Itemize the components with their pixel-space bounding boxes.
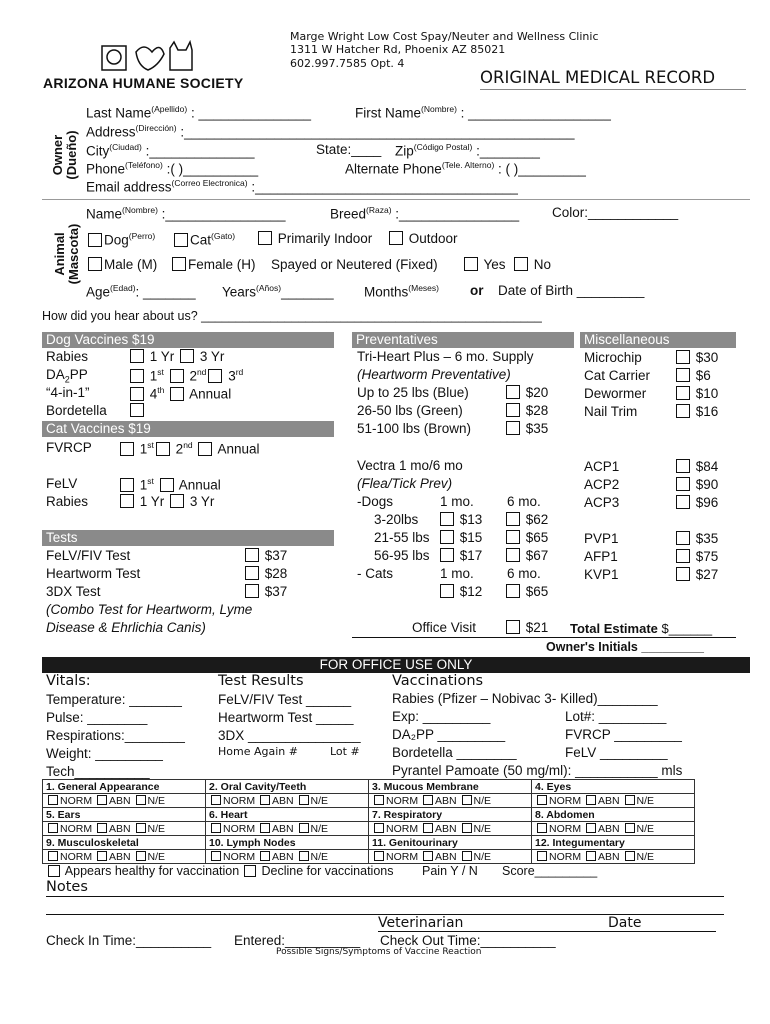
email-field[interactable]: Email address$^{(Correo Electronica)}$ :___________________________________: [86, 178, 518, 195]
vectra-label: Vectra 1 mo/6 mo: [357, 458, 463, 473]
range-3-label: 56-95 lbs: [374, 548, 430, 563]
microchip-checkbox: $30: [674, 349, 718, 367]
exam-options[interactable]: [43, 794, 206, 808]
acp3-label: ACP3: [584, 495, 620, 510]
alt-phone-field[interactable]: Alternate Phone$^{(Tele. Alterno)}$ : ( )_________: [345, 160, 586, 177]
felv-fiv-result-field: FeLV/FIV Test ______: [218, 692, 352, 707]
or-label: or: [470, 283, 484, 298]
microchip-label: Microchip: [584, 350, 642, 365]
phone-field[interactable]: Phone$^{(Teléfono)}$ :( )__________: [86, 160, 259, 177]
exam-options-row: [43, 822, 695, 836]
exam-abn-label: ABN: [598, 822, 620, 835]
indoor-checkbox[interactable]: Primarily Indoor: [256, 231, 372, 246]
color-field[interactable]: Color:____________: [552, 205, 679, 220]
exam-options[interactable]: [532, 794, 695, 808]
exam-options-row: [43, 794, 695, 808]
exam-abn-checkbox[interactable]: [423, 851, 433, 861]
exam-abn-checkbox[interactable]: [97, 795, 107, 805]
dogs-label: -Dogs: [357, 494, 394, 509]
last-name-field[interactable]: Last Name$^{(Apellido)}$ : _______________: [86, 104, 312, 121]
weight-field: Weight: _________: [46, 746, 163, 761]
exam-options[interactable]: [369, 794, 532, 808]
years-field[interactable]: Years$^{(Años)}$_______: [222, 283, 334, 300]
date-label: Date: [608, 915, 642, 931]
exam-ne-checkbox[interactable]: [462, 823, 472, 833]
temperature-field: Temperature: _______: [46, 692, 182, 707]
zip-field[interactable]: Zip$^{(Código Postal)}$ :________: [395, 142, 540, 159]
form-title: ORIGINAL MEDICAL RECORD: [480, 68, 716, 87]
blue-label: Up to 25 lbs (Blue): [357, 385, 469, 400]
months-label: Months$^{(Meses)}$: [364, 283, 439, 300]
total-estimate-field[interactable]: Total Estimate $______: [570, 621, 713, 636]
felv-options[interactable]: 1st Annual: [118, 476, 221, 493]
dapp-vacc-field[interactable]: DA₂PP _________: [392, 727, 506, 742]
kvp1-checkbox: $27: [674, 566, 718, 584]
exam-respiratory: 7. Respiratory: [369, 808, 532, 822]
dapp-label: $DA_2PP$: [46, 367, 88, 385]
vitals-title: Vitals:: [46, 673, 91, 689]
veterinarian-line[interactable]: [378, 931, 716, 932]
exam-options-row: [43, 850, 695, 864]
logo-text: ARIZONA HUMANE SOCIETY: [43, 75, 244, 91]
exam-norm-label: NORM: [386, 794, 419, 807]
decline-checkbox[interactable]: Decline for vaccinations: [242, 864, 394, 878]
veterinarian-label: Veterinarian: [378, 915, 464, 931]
acp1-label: ACP1: [584, 459, 620, 474]
clinic-name: Marge Wright Low Cost Spay/Neuter and Wellness Clinic: [290, 30, 599, 43]
pvp1-checkbox: $35: [674, 530, 718, 548]
tests-header: Tests: [42, 530, 334, 546]
rabies-vacc-field[interactable]: Rabies (Pfizer – Nobivac 3- Killed)________: [392, 691, 658, 706]
exam-abn-checkbox[interactable]: [260, 795, 270, 805]
check-out-field[interactable]: Check Out Time:__________: [380, 933, 556, 948]
heard-about-field[interactable]: How did you hear about us? _________________________________________________: [42, 309, 542, 323]
four-in-one-options[interactable]: 4th Annual: [128, 385, 231, 402]
preventatives-header: Preventatives: [352, 332, 574, 348]
score-field[interactable]: Score_________: [502, 864, 598, 878]
felv-fiv-test-checkbox[interactable]: $37: [243, 548, 287, 563]
range-1-6mo-checkbox[interactable]: $62: [504, 512, 548, 527]
four-in-one-label: “4-in-1”: [46, 385, 90, 400]
exam-ne-label: N/E: [473, 850, 492, 863]
exam-abn-label: ABN: [109, 794, 131, 807]
range-1-1mo-checkbox[interactable]: $13: [438, 512, 482, 527]
cat-checkbox[interactable]: Cat$^{(Gato)}$: [172, 231, 235, 248]
vaccinations-title: Vaccinations: [392, 673, 484, 689]
home-again-field[interactable]: Home Again #: [218, 745, 298, 758]
address-field[interactable]: Address$^{(Dirección)}$ :____________________________________________________: [86, 123, 575, 140]
exam-norm-label: NORM: [386, 850, 419, 863]
dapp-options[interactable]: 1st 2nd 3rd: [128, 367, 243, 384]
exam-ne-label: N/E: [147, 822, 166, 835]
dogs-mo6-label: 6 mo.: [507, 494, 541, 509]
exam-ne-checkbox[interactable]: [462, 795, 472, 805]
exam-options[interactable]: [206, 794, 369, 808]
cat-rabies-options[interactable]: 1 Yr 3 Yr: [118, 494, 214, 509]
dewormer-label: Dewormer: [584, 386, 647, 401]
exam-ne-checkbox[interactable]: [299, 795, 309, 805]
age-field[interactable]: Age$^{(Edad)}$: _______: [86, 283, 196, 300]
range-2-1mo-checkbox[interactable]: $15: [438, 530, 482, 545]
first-name-field[interactable]: First Name$^{(Nombre)}$ : ___________________: [355, 104, 611, 121]
exam-abn-checkbox[interactable]: [260, 823, 270, 833]
spayed-no-checkbox[interactable]: No: [512, 257, 551, 272]
dogs-mo1-label: 1 mo.: [440, 494, 474, 509]
female-checkbox[interactable]: Female (H): [170, 257, 256, 272]
pvp-labels: [584, 530, 619, 584]
range-3-6mo-checkbox[interactable]: $67: [504, 548, 548, 563]
check-in-field[interactable]: Check In Time:__________: [46, 933, 212, 948]
exam-norm-label: NORM: [223, 850, 256, 863]
exam-oral-cavity: 2. Oral Cavity/Teeth: [206, 780, 369, 794]
exam-abn-label: ABN: [109, 822, 131, 835]
outdoor-checkbox[interactable]: Outdoor: [387, 231, 458, 246]
nail-trim-checkbox: $16: [674, 403, 718, 421]
cat-vaccines-header: Cat Vaccines $19: [42, 421, 334, 437]
exam-options[interactable]: [43, 822, 206, 836]
exam-abn-label: ABN: [598, 794, 620, 807]
felv-vacc-field[interactable]: FeLV _________: [565, 745, 668, 760]
acp3-checkbox: $96: [674, 494, 718, 512]
pvp1-label: PVP1: [584, 531, 619, 546]
cat-rabies-label: Rabies: [46, 494, 89, 509]
exam-norm-checkbox[interactable]: [211, 851, 221, 861]
pvp-checkboxes[interactable]: [674, 530, 718, 584]
male-checkbox[interactable]: Male (M): [86, 257, 157, 272]
exam-options[interactable]: [532, 850, 695, 864]
exam-row: [43, 780, 695, 794]
exam-heart: 6. Heart: [206, 808, 369, 822]
exam-options[interactable]: [206, 822, 369, 836]
triheart-note: (Heartworm Preventative): [357, 367, 511, 382]
exam-options[interactable]: [369, 822, 532, 836]
nail-trim-label: Nail Trim: [584, 404, 638, 419]
office-visit-label: Office Visit: [412, 620, 477, 635]
bordetella-checkbox[interactable]: [128, 403, 146, 418]
lot-number-field[interactable]: Lot#: _________: [565, 709, 667, 724]
exam-abn-checkbox[interactable]: [260, 851, 270, 861]
exam-abn-checkbox[interactable]: [97, 823, 107, 833]
clinic-address: 1311 W Hatcher Rd, Phoenix AZ 85021: [290, 43, 506, 56]
notes-line-1[interactable]: [46, 896, 724, 897]
exam-genitourinary: 11. Genitourinary: [369, 836, 532, 850]
cats-mo6-label: 6 mo.: [507, 566, 541, 581]
exam-norm-checkbox[interactable]: [537, 851, 547, 861]
vectra-note: (Flea/Tick Prev): [357, 476, 453, 491]
blue-checkbox[interactable]: $20: [504, 385, 548, 400]
exam-ne-label: N/E: [147, 850, 166, 863]
acp1-checkbox: $84: [674, 458, 718, 476]
exam-norm-checkbox[interactable]: [374, 795, 384, 805]
cats-label: - Cats: [357, 566, 394, 581]
bordetella-vacc-field[interactable]: Bordetella ________: [392, 745, 517, 760]
exam-abn-label: ABN: [435, 850, 457, 863]
dob-field[interactable]: Date of Birth _________: [498, 283, 645, 298]
afp1-label: AFP1: [584, 549, 618, 564]
exam-options[interactable]: [206, 850, 369, 864]
exam-norm-checkbox[interactable]: [537, 823, 547, 833]
test-results-title: Test Results: [218, 673, 304, 689]
triheart-label: Tri-Heart Plus – 6 mo. Supply: [357, 349, 534, 364]
exam-ne-label: N/E: [473, 822, 492, 835]
spayed-yes-checkbox[interactable]: Yes: [462, 257, 506, 272]
exam-norm-label: NORM: [549, 794, 582, 807]
combo-note-2: Disease & Ehrlichia Canis): [46, 620, 206, 635]
green-label: 26-50 lbs (Green): [357, 403, 463, 418]
office-use-header: FOR OFFICE USE ONLY: [42, 657, 750, 673]
exam-norm-label: NORM: [223, 822, 256, 835]
acp2-label: ACP2: [584, 477, 620, 492]
misc-labels: [584, 349, 650, 421]
3dx-test-checkbox[interactable]: $37: [243, 584, 287, 599]
exam-general-appearance: 1. General Appearance: [43, 780, 206, 794]
kvp1-label: KVP1: [584, 567, 619, 582]
range-1-label: 3-20lbs: [374, 512, 419, 527]
exam-abn-label: ABN: [435, 822, 457, 835]
exam-norm-label: NORM: [223, 794, 256, 807]
notes-label: Notes: [46, 879, 88, 895]
animal-side-label: Animal (Mascota): [52, 223, 81, 285]
exam-ne-label: N/E: [473, 794, 492, 807]
exam-integumentary: 12. Integumentary: [532, 836, 695, 850]
range-3-1mo-checkbox[interactable]: $17: [438, 548, 482, 563]
exam-norm-checkbox[interactable]: [48, 795, 58, 805]
pulse-field: Pulse: ________: [46, 710, 148, 725]
breed-field[interactable]: Breed$^{(Raza)}$ :________________: [330, 205, 520, 222]
exam-ne-checkbox[interactable]: [136, 795, 146, 805]
office-visit-checkbox[interactable]: $21: [504, 620, 548, 635]
fvrcp-options[interactable]: 1st 2nd Annual: [118, 440, 259, 457]
range-2-6mo-checkbox[interactable]: $65: [504, 530, 548, 545]
exam-abn-label: ABN: [272, 822, 294, 835]
vaccine-reaction-note: Possible Signs/Symptoms of Vaccine Reaction: [276, 947, 482, 957]
city-field[interactable]: City$^{(Ciudad)}$ :______________: [86, 142, 255, 159]
brown-label: 51-100 lbs (Brown): [357, 421, 472, 436]
exam-norm-label: NORM: [60, 822, 93, 835]
cats-mo1-label: 1 mo.: [440, 566, 474, 581]
exam-abn-checkbox[interactable]: [97, 851, 107, 861]
exam-norm-checkbox[interactable]: [537, 795, 547, 805]
acp-checkboxes[interactable]: [674, 458, 718, 512]
exam-norm-checkbox[interactable]: [211, 795, 221, 805]
logo-animals-icon: [100, 40, 196, 72]
dewormer-checkbox: $10: [674, 385, 718, 403]
test-results-fields[interactable]: [218, 691, 361, 745]
exam-abn-label: ABN: [435, 794, 457, 807]
fvrcp-vacc-field[interactable]: FVRCP _________: [565, 727, 682, 742]
exam-norm-label: NORM: [386, 822, 419, 835]
entered-field[interactable]: Entered:__________: [234, 933, 361, 948]
green-checkbox[interactable]: $28: [504, 403, 548, 418]
felv-label: FeLV: [46, 476, 78, 491]
heartworm-result-field: Heartworm Test _____: [218, 710, 354, 725]
vitals-fields[interactable]: [46, 691, 185, 781]
heartworm-test-label: Heartworm Test: [46, 566, 141, 581]
animal-name-field[interactable]: Name$^{(Nombre)}$ :________________: [86, 205, 286, 222]
exam-norm-label: NORM: [549, 850, 582, 863]
pain-field[interactable]: Pain Y / N: [422, 864, 478, 878]
exam-ne-label: N/E: [310, 850, 329, 863]
exam-options[interactable]: [43, 850, 206, 864]
exam-abn-checkbox[interactable]: [586, 795, 596, 805]
exam-mucous-membrane: 3. Mucous Membrane: [369, 780, 532, 794]
exam-ears: 5. Ears: [43, 808, 206, 822]
exam-ne-checkbox[interactable]: [136, 851, 146, 861]
exam-musculoskeletal: 9. Musculoskeletal: [43, 836, 206, 850]
owner-initials-field[interactable]: Owner's Initials _________: [546, 640, 704, 654]
bordetella-label: Bordetella: [46, 403, 107, 418]
exam-ne-checkbox[interactable]: [299, 823, 309, 833]
exam-ne-checkbox[interactable]: [625, 823, 635, 833]
exam-ne-checkbox[interactable]: [136, 823, 146, 833]
exam-ne-checkbox[interactable]: [299, 851, 309, 861]
exam-row: [43, 808, 695, 822]
3dx-test-label: 3DX Test: [46, 584, 101, 599]
heartworm-test-checkbox[interactable]: $28: [243, 566, 287, 581]
exam-norm-checkbox[interactable]: [48, 851, 58, 861]
exam-ne-label: N/E: [310, 822, 329, 835]
exam-ne-checkbox[interactable]: [625, 795, 635, 805]
clinic-phone: 602.997.7585 Opt. 4: [290, 57, 405, 70]
exam-ne-label: N/E: [147, 794, 166, 807]
dog-rabies-options[interactable]: 1 Yr 3 Yr: [128, 349, 224, 364]
exam-abn-checkbox[interactable]: [586, 823, 596, 833]
rabies-label: Rabies: [46, 349, 89, 364]
exam-abdomen: 8. Abdomen: [532, 808, 695, 822]
felv-fiv-test-label: FeLV/FIV Test: [46, 548, 131, 563]
misc-header: Miscellaneous: [580, 332, 736, 348]
exam-abn-label: ABN: [272, 850, 294, 863]
exam-abn-label: ABN: [109, 850, 131, 863]
exam-options[interactable]: [369, 850, 532, 864]
exam-norm-checkbox[interactable]: [211, 823, 221, 833]
owner-side-label: Owner (Dueño): [50, 130, 79, 180]
healthy-checkbox[interactable]: Appears healthy for vaccination: [46, 864, 239, 878]
state-field[interactable]: State:____: [316, 142, 382, 157]
exam-norm-checkbox[interactable]: [374, 851, 384, 861]
brown-checkbox[interactable]: $35: [504, 421, 548, 436]
exam-norm-label: NORM: [60, 794, 93, 807]
exam-ne-label: N/E: [636, 850, 655, 863]
acp-labels: [584, 458, 619, 512]
lot-field[interactable]: Lot #: [330, 745, 360, 758]
afp1-checkbox: $75: [674, 548, 718, 566]
range-2-label: 21-55 lbs: [374, 530, 430, 545]
cat-carrier-label: Cat Carrier: [584, 368, 651, 383]
exam-eyes: 4. Eyes: [532, 780, 695, 794]
dog-vaccines-header: Dog Vaccines $19: [42, 332, 334, 348]
respirations-field: Respirations:________: [46, 728, 185, 743]
exam-row: [43, 836, 695, 850]
exp-field[interactable]: Exp: _________: [392, 709, 491, 724]
cats-6mo-checkbox[interactable]: $65: [504, 584, 548, 599]
acp2-checkbox: $90: [674, 476, 718, 494]
dog-checkbox[interactable]: Dog$^{(Perro)}$: [86, 231, 155, 248]
exam-norm-label: NORM: [549, 822, 582, 835]
tech-field: Tech__________: [46, 764, 150, 779]
misc-checkboxes[interactable]: [674, 349, 718, 421]
exam-norm-checkbox[interactable]: [48, 823, 58, 833]
exam-ne-label: N/E: [310, 794, 329, 807]
exam-norm-label: NORM: [60, 850, 93, 863]
exam-abn-label: ABN: [272, 794, 294, 807]
exam-abn-checkbox[interactable]: [423, 823, 433, 833]
fvrcp-label: FVRCP: [46, 440, 92, 455]
3dx-result-field: 3DX _______________: [218, 728, 361, 743]
cats-1mo-checkbox[interactable]: $12: [438, 584, 482, 599]
exam-lymph-nodes: 10. Lymph Nodes: [206, 836, 369, 850]
exam-abn-label: ABN: [598, 850, 620, 863]
exam-ne-label: N/E: [636, 794, 655, 807]
exam-ne-checkbox[interactable]: [625, 851, 635, 861]
exam-abn-checkbox[interactable]: [586, 851, 596, 861]
exam-ne-checkbox[interactable]: [462, 851, 472, 861]
exam-ne-label: N/E: [636, 822, 655, 835]
exam-table: [42, 779, 695, 864]
cat-carrier-checkbox: $6: [674, 367, 718, 385]
exam-abn-checkbox[interactable]: [423, 795, 433, 805]
spayed-label: Spayed or Neutered (Fixed): [271, 257, 438, 272]
combo-note: (Combo Test for Heartworm, Lyme: [46, 602, 253, 617]
exam-norm-checkbox[interactable]: [374, 823, 384, 833]
exam-options[interactable]: [532, 822, 695, 836]
pyrantel-field[interactable]: Pyrantel Pamoate (50 mg/ml): ___________ mls: [392, 763, 683, 778]
